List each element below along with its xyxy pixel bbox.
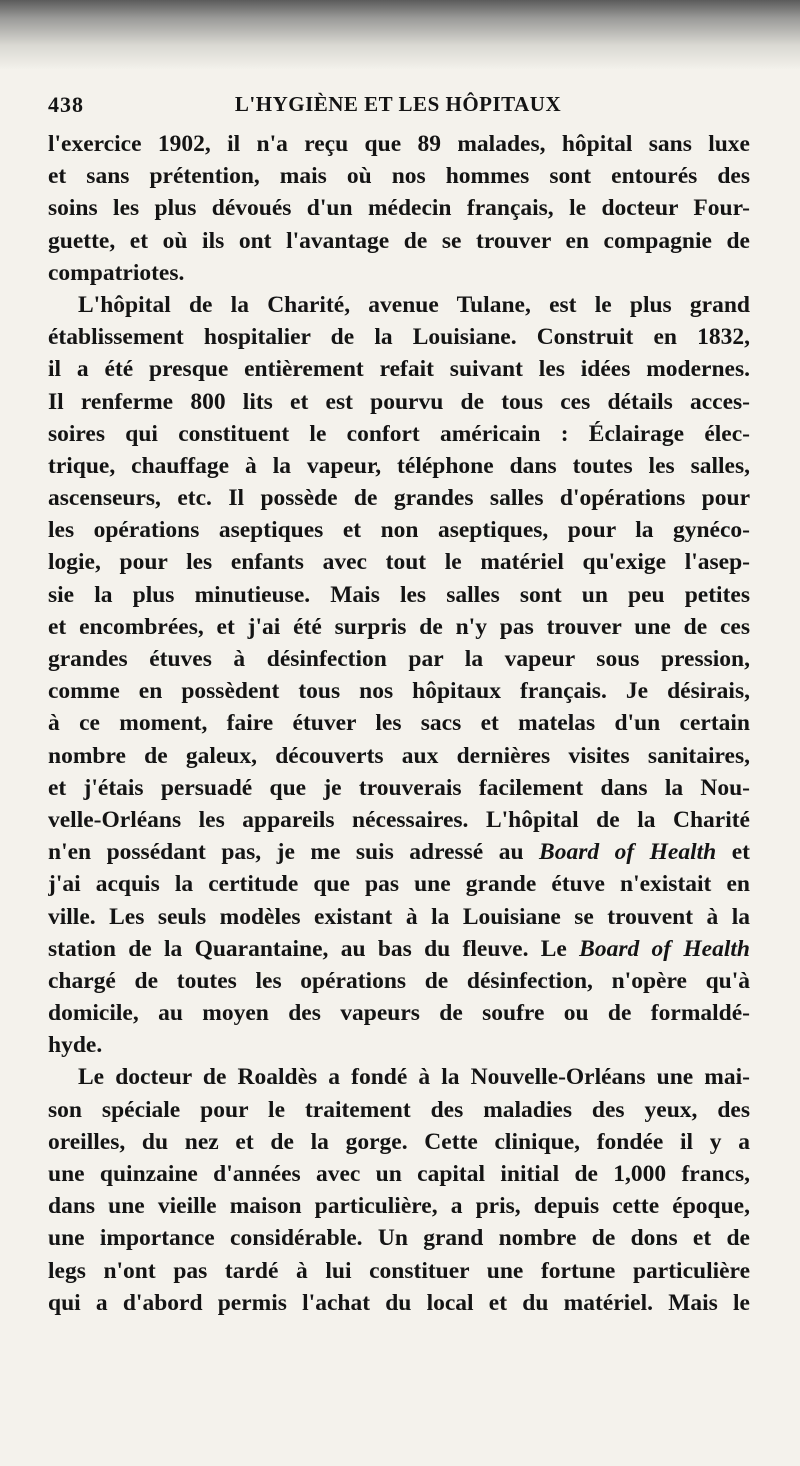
- text-line: il a été presque entièrement refait suivant les idées modernes.: [48, 356, 750, 383]
- text-line: compatriotes.: [48, 259, 185, 286]
- text-line: j'ai acquis la certitude que pas une grande étuve n'existait en: [48, 871, 750, 898]
- text-run: station de la Quarantaine, au bas du fleuve. Le: [48, 935, 580, 962]
- text-line: logie, pour les enfants avec tout le matériel qu'exige l'asep-: [48, 549, 750, 576]
- text-line: et encombrées, et j'ai été surpris de n'y pas trouver une de ces: [48, 613, 750, 640]
- scan-shadow-edge: [0, 0, 800, 70]
- text-line: domicile, au moyen des vapeurs de soufre ou de formaldé-: [48, 1000, 750, 1027]
- text-line: Il renferme 800 lits et est pourvu de tous ces détails acces-: [48, 388, 750, 415]
- text-line: qui a d'abord permis l'achat du local et du matériel. Mais le: [48, 1289, 750, 1316]
- text-line: une importance considérable. Un grand nombre de dons et de: [48, 1225, 750, 1252]
- text-line: nombre de galeux, découverts aux dernières visites sanitaires,: [48, 742, 750, 769]
- page-number: 438: [48, 92, 84, 117]
- text-line: et sans prétention, mais où nos hommes sont entourés des: [48, 163, 750, 190]
- text-line: dans une vieille maison particulière, a pris, depuis cette époque,: [48, 1193, 750, 1220]
- text-line: son spéciale pour le traitement des maladies des yeux, des: [48, 1096, 750, 1123]
- text-line: à ce moment, faire étuver les sacs et matelas d'un certain: [48, 710, 750, 737]
- text-line: une quinzaine d'années avec un capital initial de 1,000 francs,: [48, 1161, 750, 1187]
- text-line: les opérations aseptiques et non aseptiques, pour la gynéco-: [48, 517, 750, 544]
- text-line: L'hôpital de la Charité, avenue Tulane, est le plus grand: [78, 291, 750, 318]
- text-line: sie la plus minutieuse. Mais les salles sont un peu petites: [48, 581, 750, 608]
- text-line: velle-Orléans les appareils nécessaires. L'hôpital de la Charité: [48, 806, 750, 833]
- italic-term: Board of Health: [539, 839, 717, 866]
- text-line: comme en possèdent tous nos hôpitaux français. Je désirais,: [48, 678, 750, 705]
- text-line: l'exercice 1902, il n'a reçu que 89 malades, hôpital sans luxe: [48, 131, 750, 157]
- italic-term: Board of Health: [579, 935, 750, 962]
- text-line-with-italic: [48, 836, 750, 868]
- text-line: et j'étais persuadé que je trouverais facilement dans la Nou-: [48, 774, 750, 801]
- text-line: soires qui constituent le confort américain : Éclairage élec-: [48, 420, 750, 447]
- text-line: établissement hospitalier de la Louisiane. Construit en 1832,: [48, 324, 750, 351]
- text-line: oreilles, du nez et de la gorge. Cette clinique, fondée il y a: [48, 1128, 750, 1155]
- text-line: Le docteur de Roaldès a fondé à la Nouvelle-Orléans une mai-: [78, 1064, 750, 1091]
- text-line: chargé de toutes les opérations de désinfection, n'opère qu'à: [48, 967, 750, 994]
- text-line: ascenseurs, etc. Il possède de grandes salles d'opérations pour: [48, 485, 750, 512]
- text-line-with-italic: [48, 933, 750, 965]
- text-line: grandes étuves à désinfection par la vapeur sous pression,: [48, 646, 750, 672]
- body-text: [48, 128, 750, 1319]
- page-header: [48, 92, 748, 122]
- text-run: et: [716, 839, 750, 866]
- text-line: ville. Les seuls modèles existant à la Louisiane se trouvent à la: [48, 903, 750, 930]
- text-line: guette, et où ils ont l'avantage de se trouver en compagnie de: [48, 227, 750, 254]
- text-line: legs n'ont pas tardé à lui constituer une fortune particulière: [48, 1257, 750, 1284]
- text-line: soins les plus dévoués d'un médecin français, le docteur Four-: [48, 195, 750, 222]
- running-head: L'HYGIÈNE ET LES HÔPITAUX: [234, 92, 562, 116]
- text-run: n'en possédant pas, je me suis adressé au: [48, 839, 540, 866]
- text-line: hyde.: [48, 1032, 103, 1059]
- text-line: trique, chauffage à la vapeur, téléphone dans toutes les salles,: [48, 452, 750, 479]
